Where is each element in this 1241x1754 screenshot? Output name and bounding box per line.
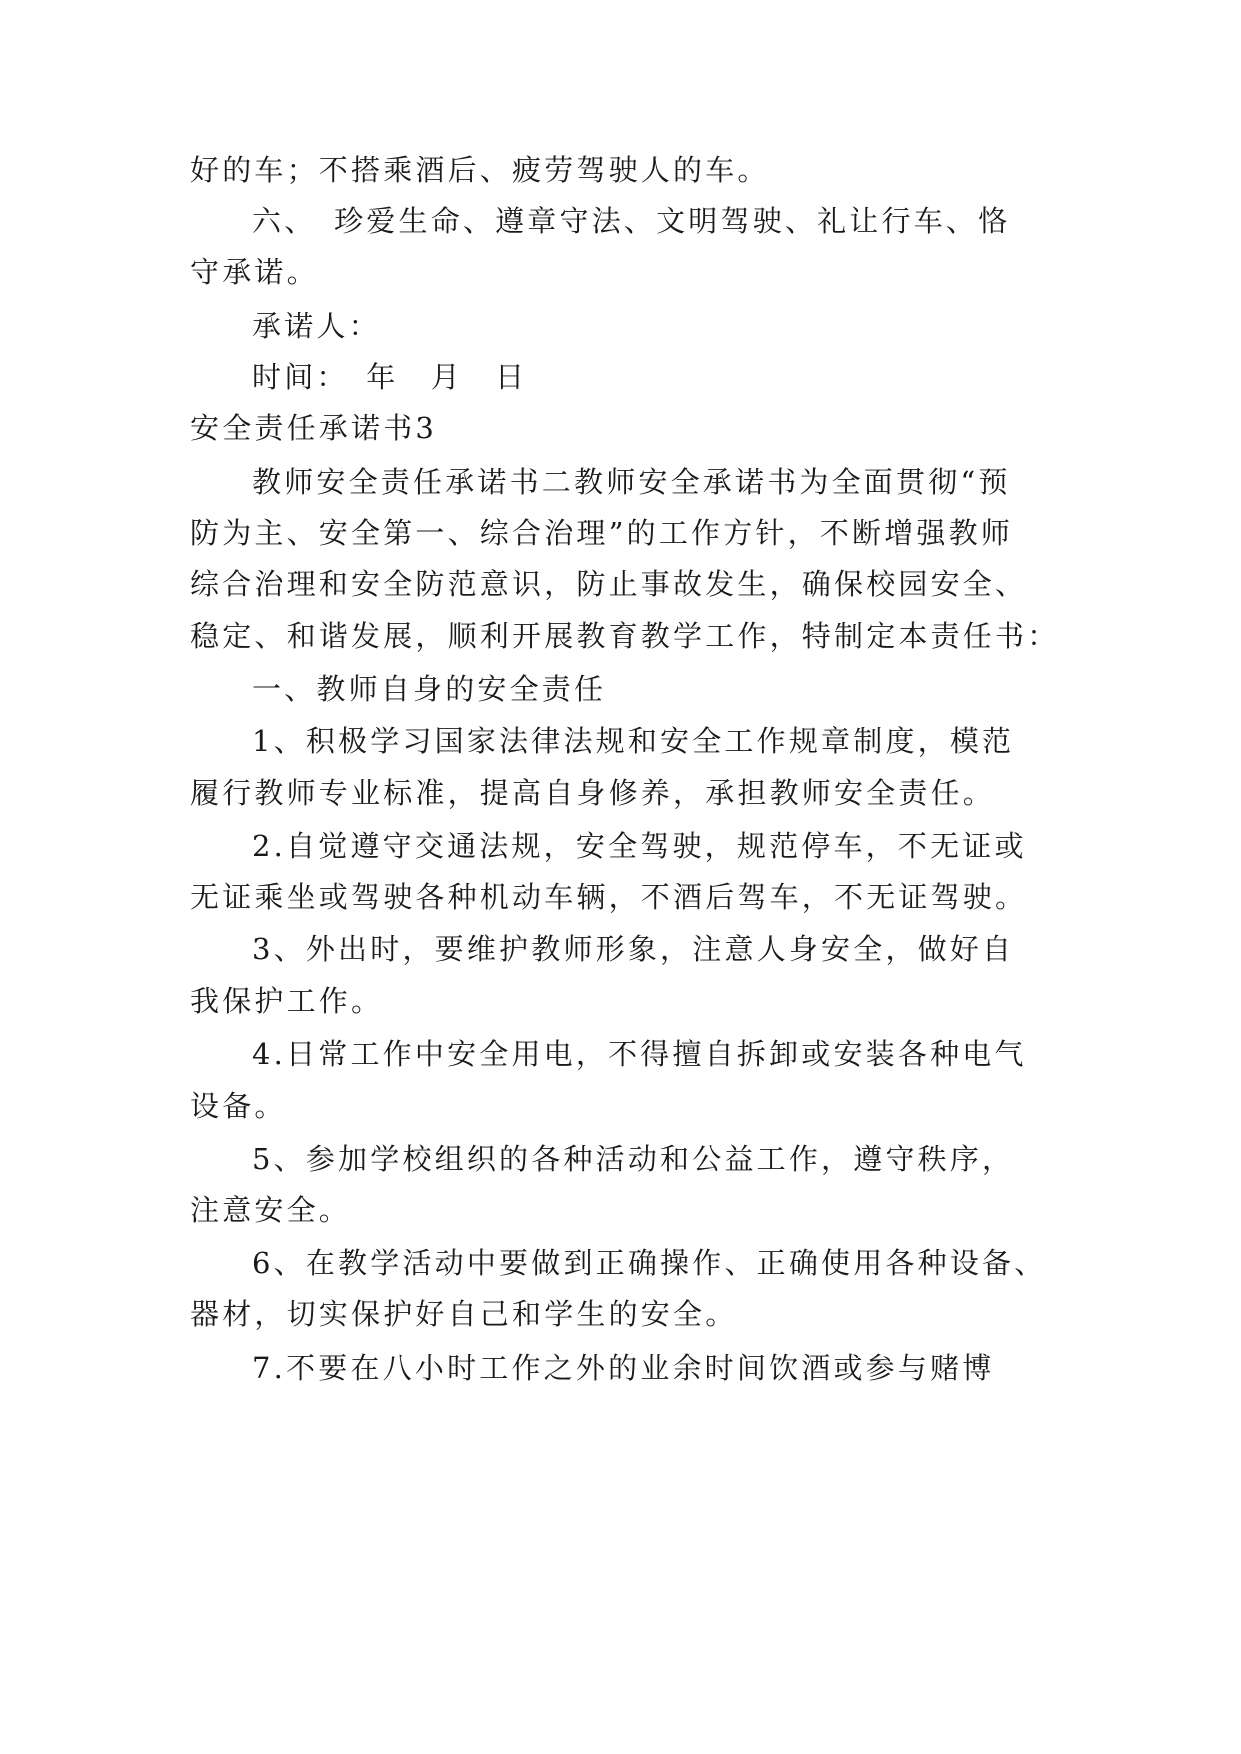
subheading: 一、教师自身的安全责任 (252, 672, 607, 706)
text-line: 履行教师专业标准，提高自身修养，承担教师安全责任。 (190, 776, 996, 810)
text-line: 六、 珍爱生命、遵章守法、文明驾驶、礼让行车、恪 (252, 204, 1011, 238)
text-line: 3、外出时，要维护教师形象，注意人身安全，做好自 (252, 932, 1015, 966)
text-line: 2.自觉遵守交通法规，安全驾驶，规范停车，不无证或 (252, 829, 1027, 863)
text-line: 稳定、和谐发展，顺利开展教育教学工作，特制定本责任书： (190, 619, 1060, 653)
text-line: 7.不要在八小时工作之外的业余时间饮酒或参与赌博 (252, 1351, 995, 1385)
text-line: 我保护工作。 (190, 984, 384, 1018)
text-line: 教师安全责任承诺书二教师安全承诺书为全面贯彻“预 (252, 465, 1011, 499)
text-line: 1、积极学习国家法律法规和安全工作规章制度，模范 (252, 724, 1015, 758)
text-line: 时间： 年 月 日 (252, 360, 528, 394)
text-line: 6、在教学活动中要做到正确操作、正确使用各种设备、 (252, 1246, 1047, 1280)
text-line: 承诺人： (252, 309, 381, 343)
text-line: 防为主、安全第一、综合治理”的工作方针，不断增强教师 (190, 516, 1014, 550)
text-line: 器材，切实保护好自己和学生的安全。 (190, 1297, 738, 1331)
section-title: 安全责任承诺书3 (190, 411, 438, 445)
text-line: 5、参加学校组织的各种活动和公益工作，遵守秩序， (252, 1142, 1015, 1176)
text-line: 设备。 (190, 1089, 287, 1123)
text-line: 无证乘坐或驾驶各种机动车辆，不酒后驾车，不无证驾驶。 (190, 880, 1028, 914)
text-line: 综合治理和安全防范意识，防止事故发生，确保校园安全、 (190, 567, 1028, 601)
text-line: 好的车；不搭乘酒后、疲劳驾驶人的车。 (190, 153, 770, 187)
text-line: 注意安全。 (190, 1193, 352, 1227)
text-line: 守承诺。 (190, 255, 319, 289)
text-line: 4.日常工作中安全用电，不得擅自拆卸或安装各种电气 (252, 1037, 1027, 1071)
